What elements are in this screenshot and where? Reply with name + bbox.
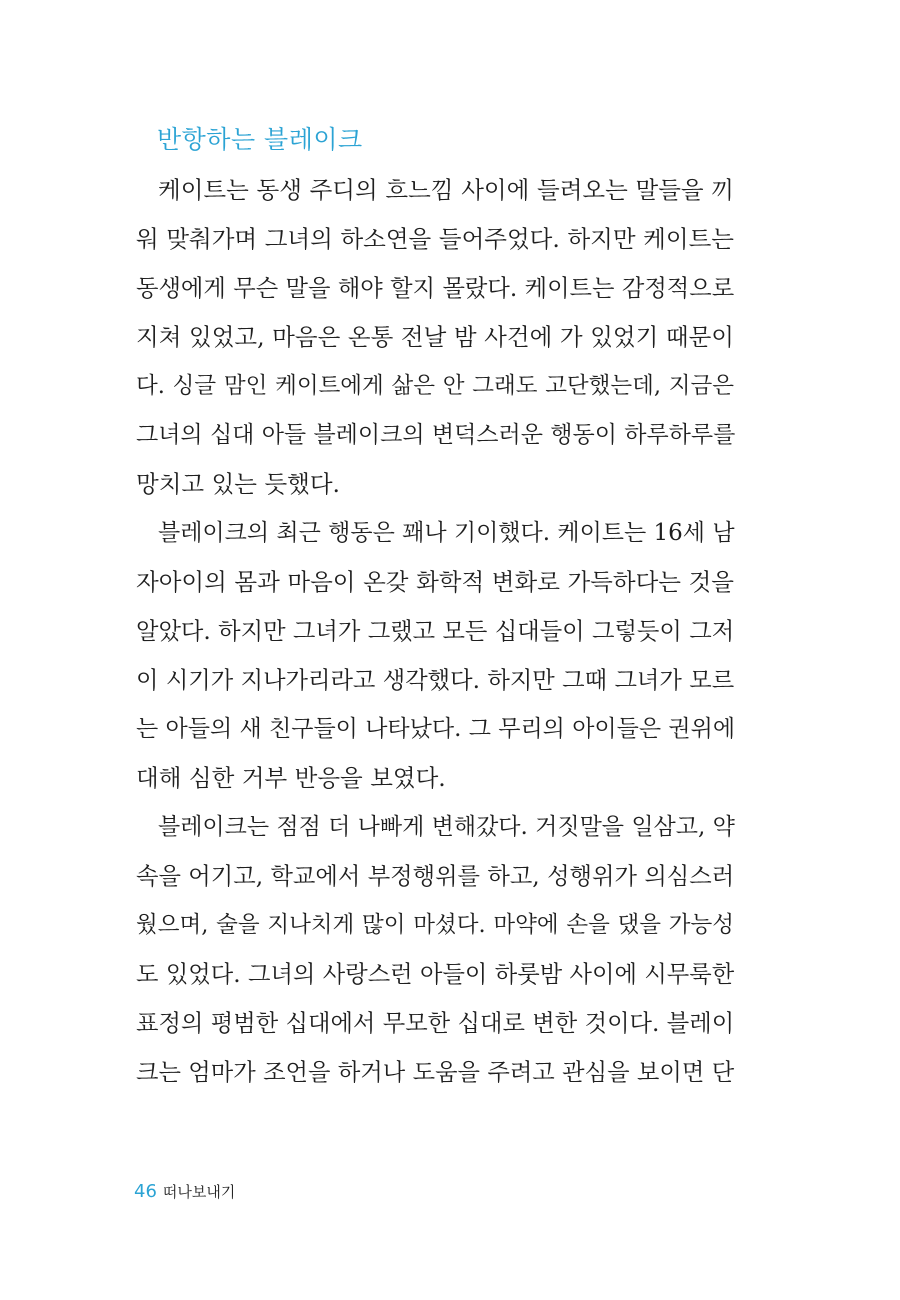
body-text (136, 166, 734, 1097)
text-line: 표정의 평범한 십대에서 무모한 십대로 변한 것이다. 블레이 (136, 1010, 735, 1037)
text-line: 이 시기가 지나가리라고 생각했다. 하지만 그때 그녀가 모르 (136, 667, 735, 694)
text-line: 는 아들의 새 친구들이 나타났다. 그 무리의 아이들은 권위에 (136, 716, 736, 742)
text-line: 케이트는 동생 주디의 흐느낌 사이에 들려오는 말들을 끼 (158, 176, 734, 204)
text-line: 대해 심한 거부 반응을 보였다. (136, 764, 446, 792)
text-line: 웠으며, 술을 지나치게 많이 마셨다. 마약에 손을 댔을 가능성 (136, 912, 734, 938)
text-line: 속을 어기고, 학교에서 부정행위를 하고, 성행위가 의심스러 (136, 863, 735, 890)
page-number: 46 (134, 1181, 157, 1202)
text-line: 망치고 있는 듯했다. (136, 470, 341, 498)
text-line: 알았다. 하지만 그녀가 그랬고 모든 십대들이 그렇듯이 그저 (136, 618, 735, 645)
book-title: 떠나보내기 (162, 1183, 236, 1201)
text-line: 그녀의 십대 아들 블레이크의 변덕스러운 행동이 하루하루를 (136, 422, 736, 448)
text-line: 동생에게 무슨 말을 해야 할지 몰랐다. 케이트는 감정적으로 (136, 275, 735, 302)
text-line: 크는 엄마가 조언을 하거나 도움을 주려고 관심을 보이면 단 (136, 1059, 735, 1086)
page-footer (134, 1181, 235, 1202)
section-title: 반항하는 블레이크 (157, 125, 363, 154)
text-line: 지쳐 있었고, 마음은 온통 전날 밤 사건에 가 있었기 때문이 (136, 323, 734, 351)
text-line: 워 맞춰가며 그녀의 하소연을 들어주었다. 하지만 케이트는 (136, 225, 734, 253)
text-line: 도 있었다. 그녀의 사랑스런 아들이 하룻밤 사이에 시무룩한 (136, 961, 735, 988)
text-line: 블레이크의 최근 행동은 꽤나 기이했다. 케이트는 16세 남 (158, 520, 735, 546)
text-line: 다. 싱글 맘인 케이트에게 삶은 안 그래도 고단했는데, 지금은 (136, 373, 734, 399)
text-line: 블레이크는 점점 더 나빠게 변해갔다. 거짓말을 일삼고, 약 (158, 814, 735, 840)
text-line: 자아이의 몸과 마음이 온갖 화학적 변화로 가득하다는 것을 (136, 568, 734, 596)
